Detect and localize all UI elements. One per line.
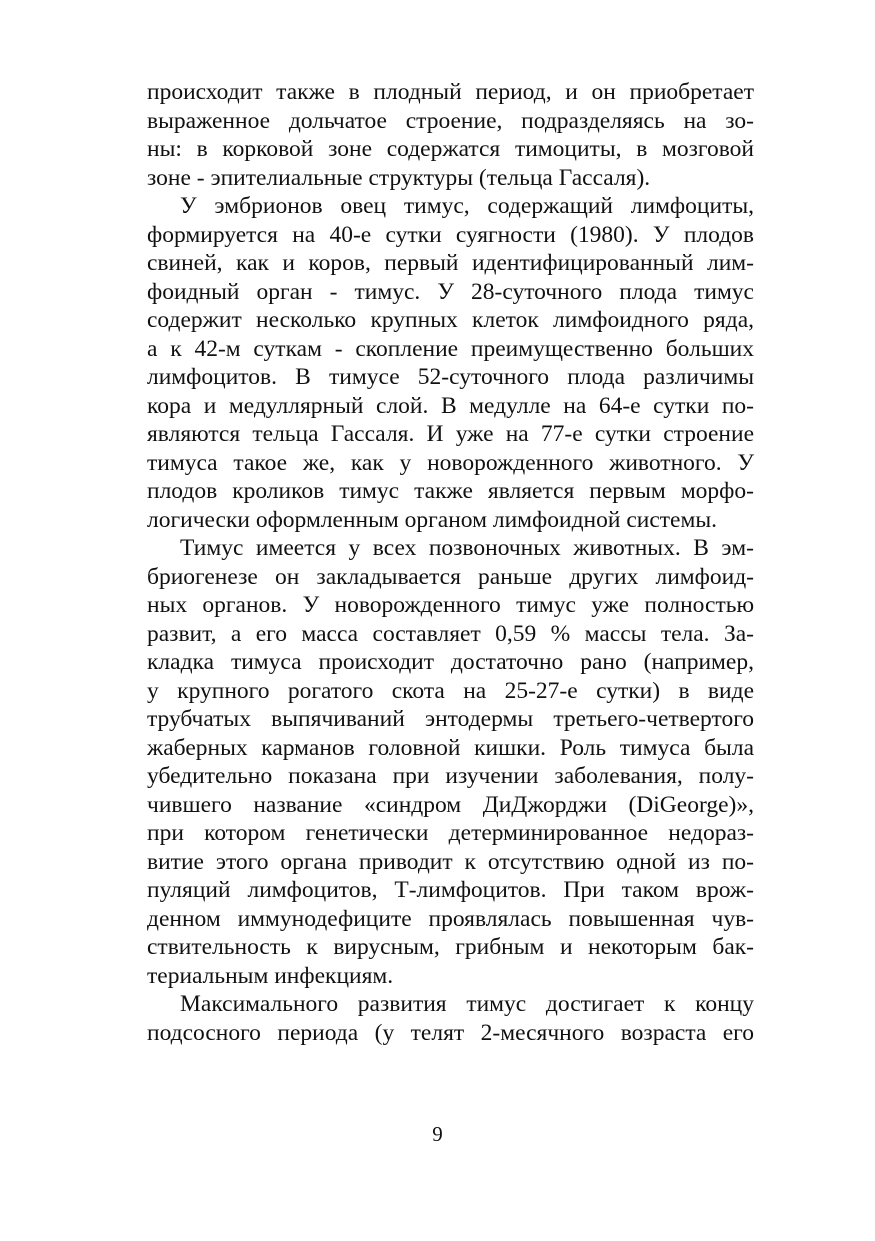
text-line: пуляций лимфоцитов, Т-лимфоцитов. При таком врож- (147, 877, 754, 903)
text-line: развит, а его масса составляет 0,59 % массы тела. За- (147, 620, 754, 647)
text-line: у крупного рогатого скота на 25-27-е сутки) в виде (147, 677, 754, 704)
text-line: чившего название «синдром ДиДжорджи (DiGeorge)», (147, 791, 754, 818)
text-line: ны: в корковой зоне содержатся тимоциты, в мозговой (147, 136, 754, 162)
text-line: а к 42-м суткам - скопление преимущественно больших (147, 335, 754, 362)
text-line: Максимального развития тимус достигает к концу (180, 991, 754, 1017)
text-line: витие этого органа приводит к отсутствию одной из по- (147, 848, 754, 875)
page-body-text (147, 78, 754, 1047)
text-line: трубчатых выпячиваний энтодермы третьего-четвертого (147, 706, 754, 732)
text-line: кладка тимуса происходит достаточно рано (например, (147, 649, 754, 675)
text-line: выраженное дольчатое строение, подразделяясь на зо- (147, 107, 754, 134)
text-line: подсосного периода (у телят 2-месячного возраста его (147, 1019, 754, 1046)
text-line: убедительно показана при изучении заболевания, полу- (147, 763, 754, 789)
text-line: плодов кроликов тимус также является первым морфо- (147, 478, 754, 504)
text-line: У эмбрионов овец тимус, содержащий лимфоциты, (180, 193, 754, 219)
text-line: жаберных карманов головной кишки. Роль тимуса была (147, 734, 754, 761)
text-line: происходит также в плодный период, и он приобретает (147, 79, 754, 105)
text-line: при котором генетически детерминированное недораз- (147, 820, 754, 846)
text-line: содержит несколько крупных клеток лимфоидного ряда, (147, 307, 754, 333)
text-line: бриогенезе он закладывается раньше других лимфоид- (147, 563, 754, 590)
paragraph (147, 78, 754, 192)
paragraph (147, 534, 754, 990)
text-line: денном иммунодефиците проявлялась повышенная чув- (147, 905, 754, 932)
paragraph (147, 192, 754, 534)
text-line: зоне - эпителиальные структуры (тельца Гассаля). (147, 164, 651, 191)
text-line: формируется на 40-е сутки суягности (1980). У плодов (147, 221, 754, 248)
text-line: териальным инфекциям. (147, 962, 394, 989)
text-line: ных органов. У новорожденного тимус уже полностью (147, 592, 754, 618)
text-line: тимуса такое же, как у новорожденного животного. У (147, 449, 754, 476)
text-line: фоидный орган - тимус. У 28-суточного плода тимус (147, 278, 754, 305)
text-line: свиней, как и коров, первый идентифицированный лим- (147, 250, 754, 276)
text-line: логически оформленным органом лимфоидной системы. (147, 506, 717, 533)
page-number: 9 (432, 1122, 443, 1146)
text-line: кора и медуллярный слой. В медулле на 64-е сутки по- (147, 392, 754, 419)
text-line: являются тельца Гассаля. И уже на 77-е сутки строение (147, 421, 754, 447)
text-line: ствительность к вирусным, грибным и некоторым бак- (147, 934, 754, 960)
text-line: Тимус имеется у всех позвоночных животных. В эм- (180, 535, 754, 561)
paragraph (147, 990, 754, 1047)
text-line: лимфоцитов. В тимусе 52-суточного плода различимы (147, 364, 754, 390)
